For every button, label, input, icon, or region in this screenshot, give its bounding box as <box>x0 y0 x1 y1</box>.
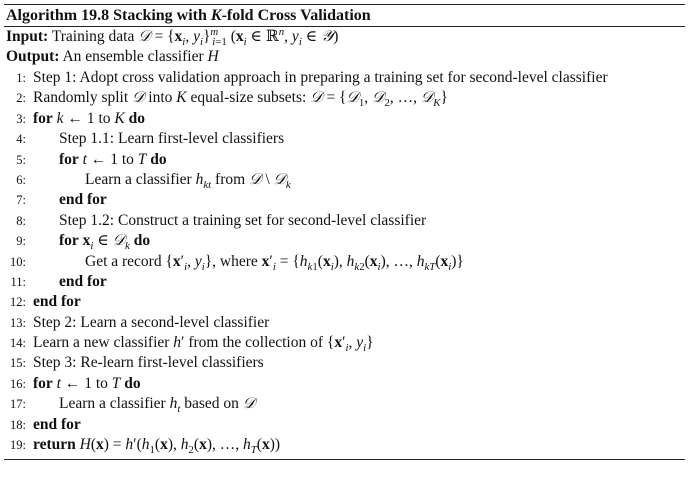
output-label: Output: <box>6 47 60 65</box>
line-text: Learn a classifier $h_{kt}$ from 𝒟 \ 𝒟$_k$ <box>85 170 291 192</box>
line-text: Get a record {$x'_i$, $y_i$}, where $x'_i = \{h_{k1}(x_i)$, $h_{k2}(x_i)$, …, $h_{kT}(x_i)$} <box>85 252 464 273</box>
line-number: 5: <box>16 152 26 167</box>
line-number: 13: <box>10 315 26 330</box>
line-number: 9: <box>16 234 26 249</box>
line-text: Step 1.2: Construct a training set for second-level classifier <box>59 211 427 229</box>
line-text: Step 2: Learn a second-level classifier <box>33 313 270 331</box>
line-number: 19: <box>10 438 26 453</box>
input-text: Training data 𝒟 = {$x_i$, $y_i\}^m_{i=1}$ ($x_i$ ∈ ℝ$^n$, $y_i$ ∈ 𝒴) <box>51 25 339 49</box>
algorithm-input <box>4 27 685 47</box>
line-text: Step 1: Adopt cross validation approach in preparing a training set for second-level classifier <box>33 69 608 86</box>
line-text: end for <box>33 293 81 311</box>
line-text: Step 1.1: Learn first-level classifiers <box>59 130 285 148</box>
algo-line-19 <box>4 435 685 455</box>
algorithm-output <box>4 47 685 67</box>
algo-line-18 <box>4 415 685 435</box>
algo-line-14 <box>4 333 685 353</box>
line-number: 12: <box>10 295 26 310</box>
line-text: for k ← 1 to K do <box>33 109 145 127</box>
line-number: 15: <box>10 356 26 371</box>
algorithm-body <box>4 68 685 459</box>
algo-line-2 <box>4 88 685 108</box>
line-number: 16: <box>10 376 26 391</box>
algorithm-name: Stacking with K-fold Cross Validation <box>113 7 371 24</box>
line-number: 4: <box>16 132 26 147</box>
line-text: for t ← 1 to T do <box>59 150 167 168</box>
line-text: for t ← 1 to T do <box>33 374 141 392</box>
algo-line-7 <box>4 190 685 210</box>
line-number: 6: <box>16 172 26 187</box>
algo-line-11 <box>4 272 685 292</box>
algo-line-17 <box>4 394 685 414</box>
line-text: end for <box>33 415 81 433</box>
algo-line-3 <box>4 109 685 129</box>
algo-line-12 <box>4 292 685 312</box>
algorithm-number: Algorithm 19.8 <box>6 7 110 24</box>
line-text: end for <box>59 272 107 290</box>
algo-line-8 <box>4 211 685 231</box>
line-number: 1: <box>16 71 26 85</box>
line-text: for $x_i$ ∈ 𝒟$_k$ do <box>59 232 151 253</box>
line-number: 10: <box>10 254 26 269</box>
line-text: Learn a classifier $h_t$ based on 𝒟 <box>59 395 256 416</box>
line-number: 2: <box>16 91 26 106</box>
line-text: end for <box>59 191 107 209</box>
algo-line-4 <box>4 129 685 149</box>
line-text: Step 3: Re-learn first-level classifiers <box>33 354 264 372</box>
input-label: Input: <box>6 28 49 45</box>
line-number: 3: <box>16 111 26 126</box>
line-number: 17: <box>10 397 26 412</box>
line-text: return $H(x) = h'(h_1(x)$, $h_2(x)$, …, $h_T(x)$) <box>33 436 281 457</box>
line-number: 8: <box>16 213 26 228</box>
line-number: 18: <box>10 417 26 432</box>
algo-line-15 <box>4 353 685 373</box>
line-text: Learn a new classifier h′ from the collection of {$x'_i$, $y_i$} <box>33 334 374 355</box>
algo-line-5 <box>4 150 685 170</box>
line-number: 11: <box>10 274 26 289</box>
algo-line-13 <box>4 313 685 333</box>
algo-line-9 <box>4 231 685 251</box>
algo-line-10 <box>4 252 685 272</box>
algorithm-box <box>4 4 685 460</box>
algo-line-1 <box>4 68 685 88</box>
line-text: Randomly split 𝒟 into K equal-size subsets: 𝒟 = {𝒟$_1$, 𝒟$_2$, …, 𝒟$_K$} <box>33 89 448 110</box>
algo-line-16 <box>4 374 685 394</box>
line-number: 14: <box>10 336 26 351</box>
output-text: An ensemble classifier H <box>62 47 219 65</box>
algo-line-6 <box>4 170 685 190</box>
algorithm-title <box>4 5 685 27</box>
line-number: 7: <box>16 193 26 208</box>
